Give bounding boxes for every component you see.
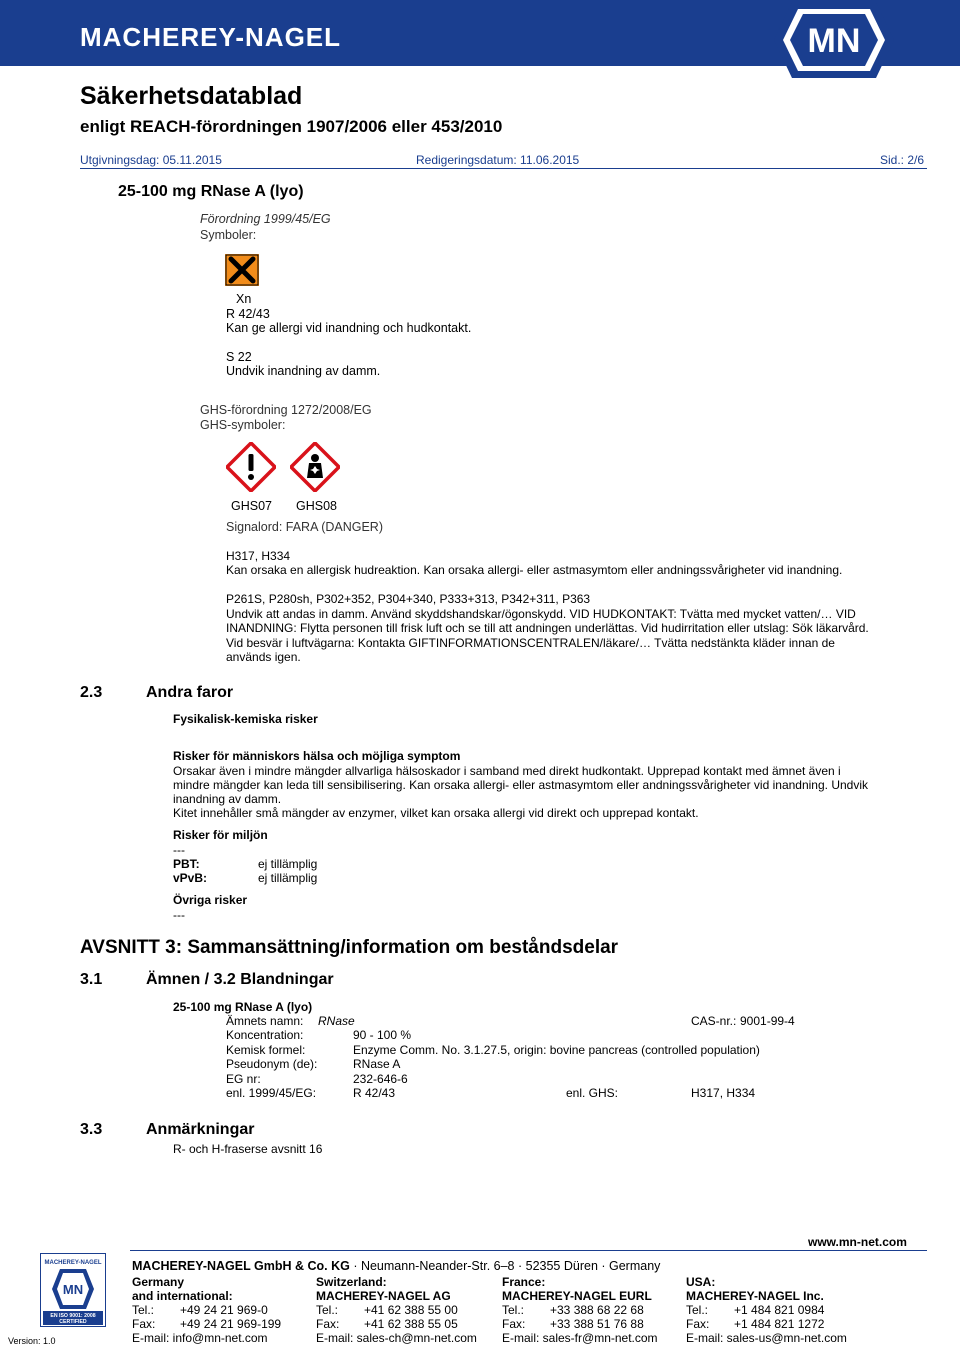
env-value: --- [173,843,185,857]
substance-label: Ämnets namn: [226,1014,304,1028]
section-3-3-title: Anmärkningar [146,1121,255,1138]
pbt-label: PBT: [173,857,200,871]
footer-company: MACHEREY-NAGEL GmbH & Co. KG [132,1259,350,1273]
iso-cert-icon [40,1253,106,1327]
tel-label: Tel.: [132,1303,155,1317]
brand-name: MACHEREY-NAGEL [80,22,342,52]
pseudonym-label: Pseudonym (de): [226,1057,318,1071]
footer-fax-row [502,1317,658,1331]
fax-label: Fax: [316,1317,340,1331]
pseudonym-value: RNase A [353,1057,401,1071]
health-line-1: Orsakar även i mindre mängder allvarliga hälsoskador i samband med direkt hudkontakt. Upprepad kontakt med ämnet även i [173,764,841,778]
env-heading: Risker för miljön [173,828,268,842]
footer-col-usa [686,1275,847,1345]
footer-fax-row [316,1317,477,1331]
footer-email[interactable]: E-mail: info@mn-net.com [132,1331,268,1345]
cas-label: CAS-nr.: [691,1014,737,1028]
p-text-1: Undvik att andas in damm. Använd skyddshandskar/ögonskydd. VID HUDKONTAKT: Tvätta med mycket vatten/… VID [226,607,856,621]
footer-col-subtitle: MACHEREY-NAGEL Inc. [686,1289,824,1303]
revision-date: Redigeringsdatum: 11.06.2015 [416,153,580,167]
ec-number-label: EG nr: [226,1072,261,1086]
footer-col-germany [132,1275,281,1345]
section-3-1-number: 3.1 [80,971,103,988]
footer-tel-row [502,1303,658,1317]
tel-value: +33 388 68 22 68 [550,1303,644,1317]
other-value: --- [173,908,185,922]
footer-rule [130,1250,927,1251]
ec-number-value: 232-646-6 [353,1072,408,1086]
footer-col-title: USA: [686,1275,716,1289]
fax-value: +49 24 21 969-199 [180,1317,282,1331]
fax-value: +41 62 388 55 05 [364,1317,458,1331]
r-phrase-text: Kan ge allergi vid inandning och hudkontakt. [226,321,472,335]
footer-col-title: France: [502,1275,546,1289]
enl-value: R 42/43 [353,1086,396,1100]
ghs-symbols-label: GHS-symboler: [200,418,286,432]
substance-value: RNase [318,1014,355,1028]
health-line-2: mindre mängder kan leda till sensibilisering. Kan orsaka allergi- eller astmasymtom eller andningssvårigheter vid inandning. Undvik [173,778,869,792]
pbt-value: ej tillämplig [258,857,318,871]
footer-col-title: Switzerland: [316,1275,387,1289]
footer-company-line [132,1259,660,1273]
footer-email[interactable]: E-mail: sales-us@mn-net.com [686,1331,847,1345]
health-line-4: Kitet innehåller små mängder av enzymer, vilket kan orsaka allergi vid direkt och upprepad kontakt. [173,806,699,820]
footer-col-france [502,1275,658,1345]
s-phrase-text: Undvik inandning av damm. [226,364,381,378]
footer-fax-row [132,1317,281,1331]
ghs08-health-hazard-icon [290,442,340,492]
s-phrase: S 22 [226,350,252,364]
issue-date: Utgivningsdag: 05.11.2015 [80,153,222,167]
mn-logo-icon [774,2,894,78]
section-2-3-title: Andra faror [146,684,234,701]
h-text: Kan orsaka en allergisk hudreaktion. Kan orsaka allergi- eller astmasymtom eller andningssvårigheter vid inandning. [226,563,843,577]
footer-tel-row [686,1303,847,1317]
footer-col-switzerland [316,1275,477,1345]
cert-top-text: MACHEREY-NAGEL [44,1260,102,1266]
p-text-4: används igen. [226,650,301,664]
xn-harmful-icon [225,254,259,286]
cert-bottom-2: CERTIFIED [59,1319,87,1325]
fax-label: Fax: [132,1317,156,1331]
section-3-1-title: Ämnen / 3.2 Blandningar [146,971,334,988]
footer-email[interactable]: E-mail: sales-ch@mn-net.com [316,1331,477,1345]
tel-value: +49 24 21 969-0 [180,1303,268,1317]
tel-label: Tel.: [686,1303,709,1317]
footer-col-subtitle: MACHEREY-NAGEL AG [316,1289,451,1303]
section-2-3-number: 2.3 [80,684,103,701]
health-line-3: inandning av damm. [173,792,282,806]
fax-value: +33 388 51 76 88 [550,1317,644,1331]
section-3-product: 25-100 mg RNase A (lyo) [173,1000,313,1014]
r-phrase: R 42/43 [226,307,270,321]
formula-label: Kemisk formel: [226,1043,306,1057]
product-name: 25-100 mg RNase A (lyo) [118,183,304,200]
symbols-label: Symboler: [200,228,257,242]
formula-value: Enzyme Comm. No. 3.1.27.5, origin: bovine pancreas (controlled population) [353,1043,760,1057]
tel-value: +1 484 821 0984 [734,1303,825,1317]
header-rule [80,168,927,169]
p-text-3: Vid besvär i luftvägarna: Kontakta GIFTINFORMATIONSCENTRALEN/läkare/… Tvätta nedstänkta kläder innan de [226,636,835,650]
version-label: Version: 1.0 [8,1336,56,1346]
remarks-text: R- och H-fraserse avsnitt 16 [173,1142,323,1156]
enl-ghs-label: enl. GHS: [566,1086,619,1100]
section-3-heading: AVSNITT 3: Sammansättning/information om beståndsdelar [80,937,619,958]
vpvb-label: vPvB: [173,871,208,885]
footer-fax-row [686,1317,847,1331]
footer-email[interactable]: E-mail: sales-fr@mn-net.com [502,1331,658,1345]
vpvb-value: ej tillämplig [258,871,318,885]
footer-address: · Neumann-Neander-Str. 6–8 · 52355 Düren · Germany [349,1259,661,1273]
xn-symbol-label: Xn [236,292,252,306]
logo-text: MN [807,22,861,60]
enl-label: enl. 1999/45/EG: [226,1086,317,1100]
svg-text:MN: MN [62,1282,84,1297]
footer-col-subtitle: and international: [132,1289,233,1303]
concentration-label: Koncentration: [226,1028,304,1042]
fax-value: +1 484 821 1272 [734,1317,825,1331]
ghs08-label: GHS08 [296,499,337,513]
fax-label: Fax: [502,1317,526,1331]
tel-label: Tel.: [502,1303,525,1317]
enl-ghs-value: H317, H334 [691,1086,756,1100]
page-number: Sid.: 2/6 [880,153,925,167]
document-subtitle: enligt REACH-förordningen 1907/2006 eller 453/2010 [80,117,503,136]
document-title: Säkerhetsdatablad [80,82,303,110]
section-3-3-number: 3.3 [80,1121,103,1138]
footer-tel-row [132,1303,281,1317]
h-codes: H317, H334 [226,549,291,563]
website-link[interactable]: www.mn-net.com [808,1235,907,1249]
cas-value: 9001-99-4 [740,1014,795,1028]
phys-chem-heading: Fysikalisk-kemiska risker [173,712,318,726]
footer-tel-row [316,1303,477,1317]
tel-value: +41 62 388 55 00 [364,1303,458,1317]
cert-bottom-1: EN ISO 9001: 2008 [50,1313,96,1319]
ghs07-label: GHS07 [231,499,272,513]
tel-label: Tel.: [316,1303,339,1317]
other-heading: Övriga risker [173,893,248,907]
p-text-2: INANDNING: Flytta personen till frisk luft och se till att andningen underlättas. Vid hudirritation eller utslag: Sök läkarvård. [226,621,869,635]
footer-col-title: Germany [132,1275,185,1289]
fax-label: Fax: [686,1317,710,1331]
p-codes: P261S, P280sh, P302+352, P304+340, P333+313, P342+311, P363 [226,592,591,606]
old-regulation-heading: Förordning 1999/45/EG [200,212,331,226]
health-heading: Risker för människors hälsa och möjliga symptom [173,749,461,763]
ghs-heading: GHS-förordning 1272/2008/EG [200,403,372,417]
signal-word: Signalord: FARA (DANGER) [226,520,383,534]
footer-col-subtitle: MACHEREY-NAGEL EURL [502,1289,652,1303]
concentration-value: 90 - 100 % [353,1028,412,1042]
ghs07-exclamation-icon [226,442,276,492]
